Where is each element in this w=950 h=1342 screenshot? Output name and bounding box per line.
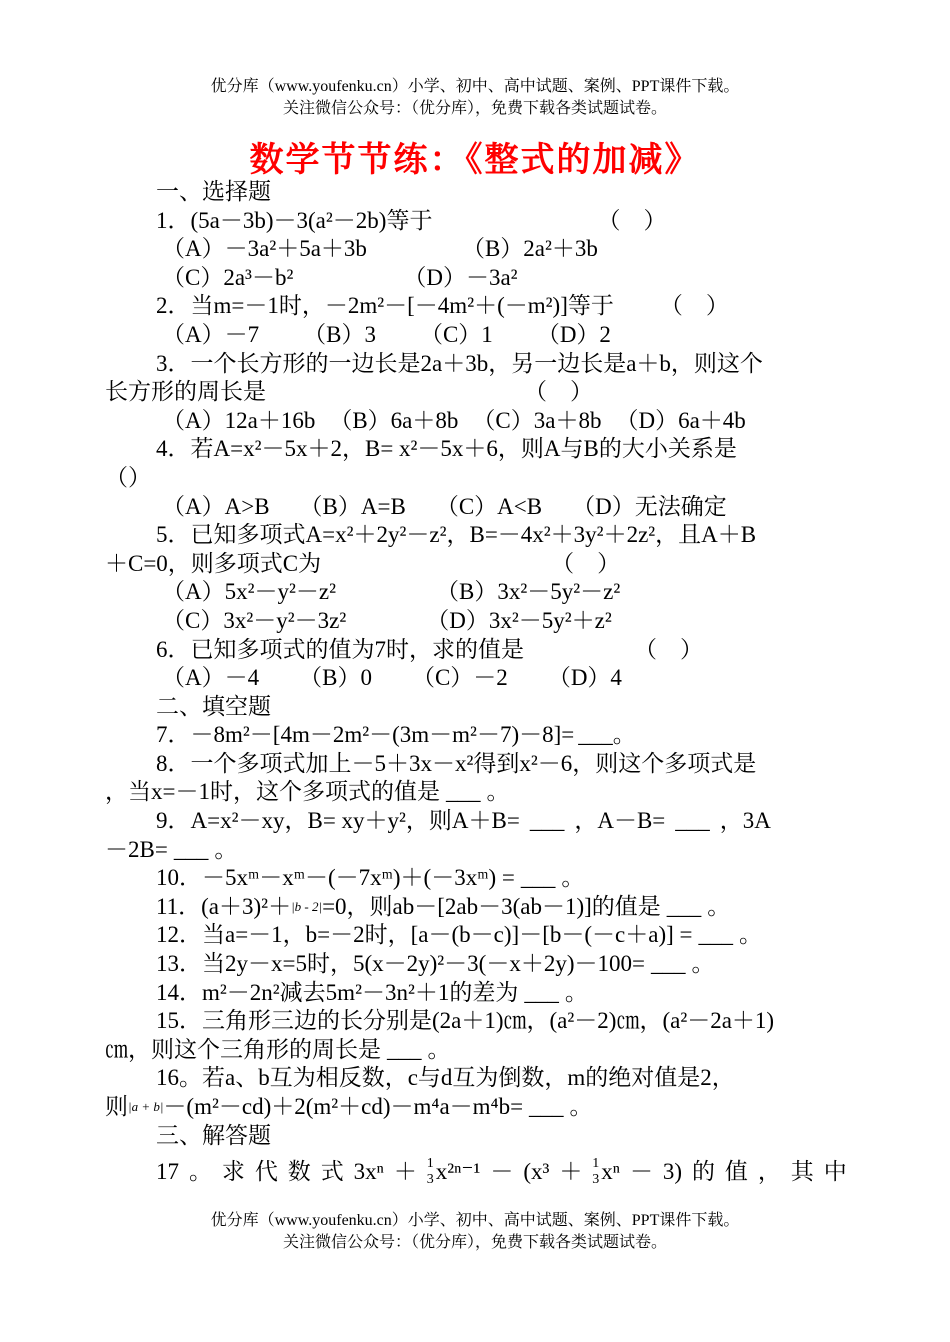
- q10-post: 。: [561, 865, 585, 891]
- text-line: [105, 464, 847, 493]
- line-segment: （D）6a＋4b: [615, 407, 746, 433]
- question-15b: [105, 1036, 847, 1065]
- line-segment: （ ）: [659, 293, 729, 319]
- q17-num: 17: [156, 1158, 179, 1184]
- q17-term-2: [427, 1156, 481, 1188]
- line-segment: （C）2a³－b²: [162, 264, 294, 290]
- line-segment: （C）3a＋8b: [472, 407, 602, 433]
- text-line: [105, 178, 847, 207]
- q12-post: 。: [738, 922, 762, 948]
- line-segment: 二、填空题: [156, 693, 271, 719]
- line-segment: （B）A=B: [299, 493, 406, 519]
- q17-frac-num-1: 1: [426, 1156, 434, 1172]
- line-segment: （B）6a＋8b: [329, 407, 459, 433]
- q17-fraction-1: [427, 1156, 434, 1188]
- line-segment: （A）－7: [162, 321, 260, 347]
- q11-abs: |b - 2|: [291, 898, 323, 914]
- q14-post: 。: [564, 979, 588, 1005]
- line-segment: （D）4: [547, 665, 622, 691]
- q17-frac-den-1: 3: [426, 1172, 434, 1188]
- q16-post: 。: [569, 1094, 593, 1119]
- line-segment: （）: [105, 464, 151, 490]
- text-line: [105, 636, 847, 665]
- header-line-1: 优分库（www.youfenku.cn）小学、初中、高中试题、案例、PPT课件下载。: [210, 78, 740, 95]
- text-line: [105, 292, 847, 321]
- q9-blank-1: ___: [529, 808, 565, 834]
- q17-term-3: (x³: [523, 1158, 550, 1184]
- question-12: [105, 921, 847, 950]
- text-line: [105, 607, 847, 636]
- line-segment: （B）3: [303, 321, 376, 347]
- q16-abs: |a + b|: [128, 1099, 164, 1114]
- document-body: [105, 178, 847, 1188]
- q9b-post: 。: [214, 836, 238, 862]
- q17-comma: ，: [757, 1158, 781, 1184]
- q9-blank-2: ___: [675, 808, 710, 834]
- q17-w2: 代: [254, 1158, 278, 1184]
- q8-post: 。: [486, 779, 510, 805]
- q17-plus-2: ＋: [559, 1158, 583, 1184]
- line-segment: （D）2: [536, 321, 611, 347]
- question-17: [105, 1156, 847, 1188]
- q12-blank: ___: [698, 922, 733, 948]
- text-line: [105, 493, 847, 522]
- choice-lines: [105, 178, 847, 721]
- q17-term-4: [592, 1156, 620, 1188]
- q8-blank: ___: [445, 779, 481, 805]
- footer-line-2: 关注微信公众号：（优分库），免费下载各类试题试卷。: [282, 1234, 667, 1251]
- q17-w8: 中: [823, 1158, 847, 1184]
- line-segment: （ ）: [551, 550, 621, 576]
- text-line: [105, 578, 847, 607]
- question-16b: [105, 1093, 847, 1122]
- question-8a: [105, 750, 847, 779]
- question-9b: [105, 836, 847, 865]
- q9-mid: ，A－B=: [574, 808, 666, 834]
- question-8b: [105, 778, 847, 807]
- line-segment: （C）3x²－y²－3z²: [162, 607, 347, 633]
- text-line: [105, 350, 847, 379]
- text-line: [105, 550, 847, 579]
- q17-w6: 值: [724, 1158, 748, 1184]
- q17-w1: 求: [221, 1158, 245, 1184]
- line-segment: 一、选择题: [156, 179, 271, 204]
- line-segment: 5．已知多项式A=x²＋2y²－z²，B=－4x²＋3y²＋2z²，且A＋B: [156, 522, 757, 548]
- header-line-2: 关注微信公众号：（优分库），免费下载各类试题试卷。: [282, 100, 667, 117]
- q17-term-1: 3xⁿ: [353, 1158, 384, 1184]
- q16-mid: －(m²－cd)＋2(m²＋cd)－m⁴a－m⁴b=: [163, 1094, 524, 1119]
- q7-post: 。: [612, 722, 636, 748]
- q9-text: 9．A=x²－xy，B= xy＋y²，则A＋B=: [156, 808, 520, 834]
- q17-term-4-text: xⁿ: [601, 1158, 620, 1184]
- question-7: [105, 721, 847, 750]
- q16-blank: ___: [529, 1094, 564, 1119]
- q13-blank: ___: [650, 951, 686, 977]
- line-segment: （A）12a＋16b: [162, 407, 316, 433]
- q17-plus-1: ＋: [393, 1158, 417, 1184]
- line-segment: （C）1: [419, 321, 493, 347]
- line-segment: 长方形的周长是: [105, 379, 266, 405]
- question-11: [105, 893, 847, 922]
- text-line: [105, 521, 847, 550]
- text-line: [105, 321, 847, 350]
- question-10: [105, 864, 847, 893]
- question-9a: [105, 807, 847, 836]
- q17-w3: 数: [287, 1158, 311, 1184]
- line-segment: （ ）: [597, 207, 667, 233]
- q17-w5: 的: [691, 1158, 715, 1184]
- q17-minus: －: [490, 1158, 514, 1184]
- q7-blank: ___: [578, 722, 613, 748]
- line-segment: （B）2a²＋3b: [461, 236, 598, 262]
- q15-post: 。: [427, 1036, 451, 1062]
- q17-frac-den-2: 3: [592, 1172, 600, 1188]
- question-16a: [105, 1064, 847, 1093]
- q17-dot: 。: [188, 1158, 212, 1184]
- q17-frac-num-2: 1: [592, 1156, 600, 1172]
- q15-text: 15．三角形三边的长分别是(2a＋1)㎝，(a²－2)㎝，(a²－2a＋1): [156, 1008, 775, 1034]
- q15-blank: ___: [387, 1036, 422, 1062]
- q10-blank: ___: [520, 865, 556, 891]
- line-segment: （D）3x²－5y²＋z²: [426, 607, 612, 633]
- section-3-text: 三、解答题: [156, 1122, 271, 1148]
- q17-w4: 式: [320, 1158, 344, 1184]
- q17-minus-2: －: [629, 1158, 653, 1184]
- line-segment: （D）－3a²: [403, 264, 518, 290]
- question-13: [105, 950, 847, 979]
- line-segment: ＋C=0，则多项式C为: [105, 550, 322, 576]
- q7-text: 7．－8m²－[4m－2m²－(3m－m²－7)－8]=: [156, 722, 575, 748]
- line-segment: （A）5x²－y²－z²: [162, 579, 337, 605]
- page-title: 数学节节练：《整式的加减》: [249, 140, 701, 180]
- q9b-text: －2B=: [105, 836, 168, 862]
- q17-term-5: 3): [662, 1158, 683, 1184]
- q11-text: 11．(a＋3)²＋: [156, 893, 292, 919]
- q8b-text: ，当x=－1时，这个多项式的值是: [105, 779, 440, 805]
- question-15a: [105, 1007, 847, 1036]
- text-line: [105, 693, 847, 722]
- line-segment: 1．(5a－3b)－3(a²－2b)等于: [156, 207, 433, 233]
- text-line: [105, 207, 847, 236]
- q12-text: 12．当a=－1，b=－2时，[a－(b－c)]－[b－(－c＋a)] =: [156, 922, 693, 948]
- footer-line-1: 优分库（www.youfenku.cn）小学、初中、高中试题、案例、PPT课件下载。: [210, 1212, 740, 1229]
- q17-term-2-text: x²ⁿ⁻¹: [435, 1158, 481, 1184]
- line-segment: （A）A>B: [162, 493, 270, 519]
- q17-fraction-2: [592, 1156, 599, 1188]
- q11-mid: =0，则ab－[2ab－3(ab－1)]的值是: [322, 893, 661, 919]
- question-14: [105, 979, 847, 1008]
- text-line: [105, 264, 847, 293]
- q13-post: 。: [691, 951, 715, 977]
- line-segment: （A）－3a²＋5a＋3b: [162, 236, 367, 262]
- q11-post: 。: [707, 893, 731, 919]
- text-line: [105, 435, 847, 464]
- q9-post: ，3A: [719, 808, 771, 834]
- q16-text: 16。若a、b互为相反数，c与d互为倒数，m的绝对值是2，: [156, 1065, 735, 1091]
- q8-text: 8．一个多项式加上－5＋3x－x²得到x²－6，则这个多项式是: [156, 750, 757, 776]
- line-segment: 2．当m=－1时，－2m²－[－4m²＋(－m²)]等于: [156, 293, 614, 319]
- line-segment: 6．已知多项式的值为7时，求的值是: [156, 636, 524, 662]
- line-segment: （A）－4: [162, 665, 260, 691]
- text-line: [105, 378, 847, 407]
- q13-text: 13．当2y－x=5时，5(x－2y)²－3(－x＋2y)－100=: [156, 951, 645, 977]
- line-segment: （ ）: [524, 379, 593, 405]
- q10-text: 10．－5xᵐ－xᵐ－(－7xᵐ)＋(－3xᵐ) =: [156, 865, 515, 891]
- q16b-text: 则: [105, 1094, 128, 1119]
- q9-blank-3: ___: [173, 836, 209, 862]
- line-segment: 3．一个长方形的一边长是2a＋3b，另一边长是a＋b，则这个: [156, 350, 763, 376]
- q14-blank: ___: [524, 979, 559, 1005]
- line-segment: （ ）: [634, 636, 703, 662]
- text-line: [105, 664, 847, 693]
- line-segment: （C）A<B: [435, 493, 543, 519]
- section-3-heading: [105, 1122, 847, 1151]
- line-segment: （C）－2: [411, 665, 508, 691]
- q14-text: 14．m²－2n²减去5m²－3n²＋1的差为: [156, 979, 519, 1005]
- text-line: [105, 235, 847, 264]
- line-segment: （B）0: [299, 665, 372, 691]
- line-segment: （D）无法确定: [572, 493, 727, 519]
- text-line: [105, 407, 847, 436]
- line-segment: 4．若A=x²－5x＋2，B= x²－5x＋6，则A与B的大小关系是: [156, 436, 737, 462]
- q11-blank: ___: [666, 893, 702, 919]
- q17-w7: 其: [790, 1158, 814, 1184]
- q15b-text: ㎝，则这个三角形的周长是: [105, 1036, 381, 1062]
- line-segment: （B）3x²－5y²－z²: [436, 579, 621, 605]
